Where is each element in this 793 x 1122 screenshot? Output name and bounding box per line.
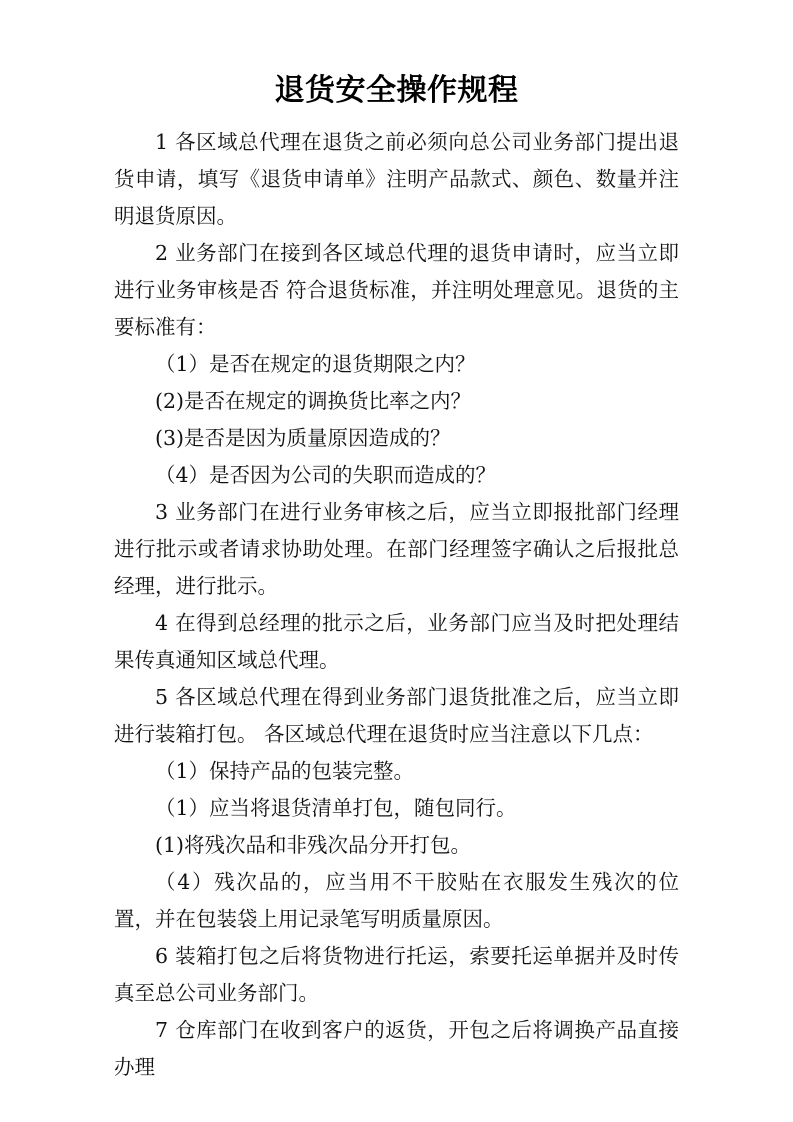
paragraph-3: 3 业务部门在进行业务审核之后，应当立即报批部门经理进行批示或者请求协助处理。在部门经理签字确认之后报批总经理，进行批示。 <box>114 500 679 598</box>
page-title: 退货安全操作规程 <box>274 73 519 108</box>
list-item-criteria-3: (3)是否是因为质量原因造成的？ <box>155 426 451 450</box>
list-item-criteria-1: （1）是否在规定的退货期限之内？ <box>155 352 476 376</box>
list-item-packing-4: （4）残次品的，应当用不干胶贴在衣服发生残次的位置，并在包装袋上用记录笔写明质量原因。 <box>114 870 679 931</box>
paragraph-6: 6 装箱打包之后将货物进行托运，索要托运单据并及时传真至总公司业务部门。 <box>114 944 679 1005</box>
document-body <box>114 60 679 1086</box>
paragraph-5: 5 各区域总代理在得到业务部门退货批准之后，应当立即进行装箱打包。 各区域总代理在退货时应当注意以下几点： <box>114 685 679 746</box>
list-item-packing-1: （1）保持产品的包装完整。 <box>155 759 415 783</box>
paragraph-4: 4 在得到总经理的批示之后，业务部门应当及时把处理结果传真通知区域总代理。 <box>114 611 679 672</box>
list-item-packing-3: (1)将残次品和非残次品分开打包。 <box>155 833 472 857</box>
list-item-packing-2: （1）应当将退货清单打包，随包同行。 <box>155 796 517 820</box>
paragraph-1: 1 各区域总代理在退货之前必须向总公司业务部门提出退货申请，填写《退货申请单》注明产品款式、颜色、数量并注明退货原因。 <box>114 130 679 228</box>
paragraph-7: 7 仓库部门在收到客户的返货，开包之后将调换产品直接办理 <box>114 1018 679 1079</box>
list-item-criteria-2: (2)是否在规定的调换货比率之内？ <box>155 389 472 413</box>
paragraph-2: 2 业务部门在接到各区域总代理的退货申请时，应当立即进行业务审核是否 符合退货标准，并注明处理意见。退货的主要标准有： <box>114 241 679 339</box>
list-item-criteria-4: （4）是否因为公司的失职而造成的？ <box>155 463 497 487</box>
